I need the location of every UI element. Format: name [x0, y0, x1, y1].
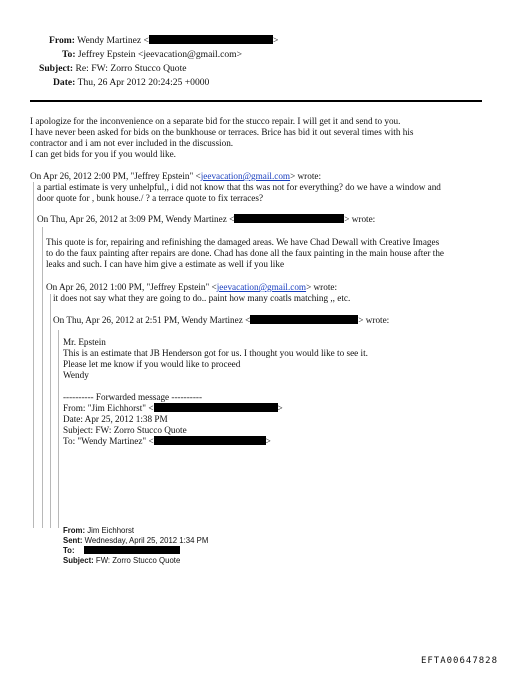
- quote3-line: it does not say what they are going to do.. paint how many coatls matching ,, etc.: [53, 293, 351, 303]
- orig-subject-value: FW: Zorro Stucco Quote: [93, 556, 181, 565]
- header-from: [49, 35, 278, 46]
- quote4-attr-end: > wrote:: [358, 315, 390, 325]
- orig-from-label: From:: [63, 526, 86, 535]
- quote3-attribution: [46, 282, 337, 293]
- document-id: EFTA00647828: [420, 656, 498, 666]
- redaction-bar: [84, 546, 180, 554]
- quote1-attr-end: > wrote:: [290, 171, 322, 181]
- header-to-label: To:: [62, 49, 76, 60]
- quote1-attribution: [30, 171, 321, 182]
- header-to: [62, 49, 242, 60]
- forwarded-divider: ---------- Forwarded message ----------: [63, 392, 203, 402]
- quote-bar: [33, 182, 34, 528]
- quote4-line: Mr. Epstein: [63, 337, 106, 347]
- body-line: I apologize for the inconvenience on a separate bid for the stucco repair. I will get it and send to you.: [30, 116, 401, 126]
- quote1-line: door quote for , bunk house./ ? a terrace quote to fix terraces?: [37, 193, 264, 203]
- header-rule: [30, 100, 482, 102]
- quote1-attr-text: On Apr 26, 2012 2:00 PM, "Jeffrey Epstein" <: [30, 171, 201, 181]
- body-line: contractor and i am not ever included in the discussion.: [30, 138, 234, 148]
- orig-subject-label: Subject:: [63, 556, 94, 565]
- quote2-attribution: [37, 214, 375, 225]
- header-from-value: Wendy Martinez <: [77, 35, 149, 46]
- forwarded-from-text: From: "Jim Eichhorst" <: [63, 403, 154, 413]
- quote-bar: [50, 294, 51, 528]
- quote4-line: Please let me know if you would like to proceed: [63, 359, 241, 369]
- orig-to: [63, 546, 180, 556]
- quote2-attr-text: On Thu, Apr 26, 2012 at 3:09 PM, Wendy Martinez <: [37, 214, 235, 224]
- forwarded-to-text: To: "Wendy Martinez" <: [63, 436, 154, 446]
- quote4-attr-text: On Thu, Apr 26, 2012 at 2:51 PM, Wendy Martinez <: [53, 315, 251, 325]
- redaction-bar: [250, 315, 358, 324]
- quote2-line: This quote is for, repairing and refinishing the damaged areas. We have Chad Dewall with Creative Images: [46, 237, 440, 247]
- forwarded-subject: Subject: FW: Zorro Stucco Quote: [63, 425, 187, 435]
- angle-close: >: [272, 35, 279, 46]
- redaction-bar: [234, 214, 344, 223]
- body-line: I can get bids for you if you would like.: [30, 149, 176, 159]
- orig-from-value: Jim Eichhorst: [85, 526, 135, 535]
- header-date: [53, 77, 209, 88]
- redaction-bar: [149, 35, 273, 44]
- forwarded-to: [63, 436, 271, 447]
- quote4-attribution: [53, 315, 389, 326]
- header-to-value: Jeffrey Epstein <jeevacation@gmail.com>: [77, 49, 243, 60]
- orig-sent-value: Wednesday, April 25, 2012 1:34 PM: [82, 536, 209, 545]
- header-subject: [39, 63, 187, 74]
- body-line: I have never been asked for bids on the bunkhouse or terraces. Brice has bid it out several times with his: [30, 127, 414, 137]
- quote4-line: This is an estimate that JB Henderson got for us. I thought you would like to see it.: [63, 348, 368, 358]
- header-date-value: Thu, 26 Apr 2012 20:24:25 +0000: [77, 77, 210, 88]
- quote3-attr-text: On Apr 26, 2012 1:00 PM, "Jeffrey Epstein" <: [46, 282, 217, 292]
- header-from-label: From:: [49, 35, 75, 46]
- quote-bar: [58, 330, 59, 528]
- orig-sent: [63, 536, 208, 546]
- angle-close: >: [265, 436, 271, 446]
- orig-from: [63, 526, 134, 536]
- header-subject-label: Subject:: [39, 63, 74, 74]
- redaction-bar: [154, 436, 266, 445]
- quote-bar: [42, 227, 43, 528]
- quote4-line: Wendy: [63, 370, 89, 380]
- quote3-attr-end: > wrote:: [306, 282, 338, 292]
- forwarded-date: Date: Apr 25, 2012 1:38 PM: [63, 414, 168, 424]
- header-subject-value: Re: FW: Zorro Stucco Quote: [75, 63, 187, 74]
- email-link[interactable]: jeevacation@gmail.com: [200, 171, 291, 181]
- angle-close: >: [277, 403, 283, 413]
- forwarded-from: [63, 403, 283, 414]
- email-link[interactable]: jeevacation@gmail.com: [216, 282, 307, 292]
- redaction-bar: [154, 403, 278, 412]
- header-date-label: Date:: [53, 77, 76, 88]
- quote2-line: leaks and such. I can have him give a estimate as well if you like: [46, 259, 285, 269]
- orig-subject: [63, 556, 180, 566]
- quote2-line: to do the faux painting after repairs are done. Chad has done all the faux painting in the main house after the: [46, 248, 444, 258]
- quote2-attr-end: > wrote:: [344, 214, 376, 224]
- quote1-line: a partial estimate is very unhelpful,, i did not know that ths was not for everything? do we have a window and: [37, 182, 441, 192]
- orig-sent-label: Sent:: [63, 536, 83, 545]
- orig-to-label: To:: [63, 546, 75, 555]
